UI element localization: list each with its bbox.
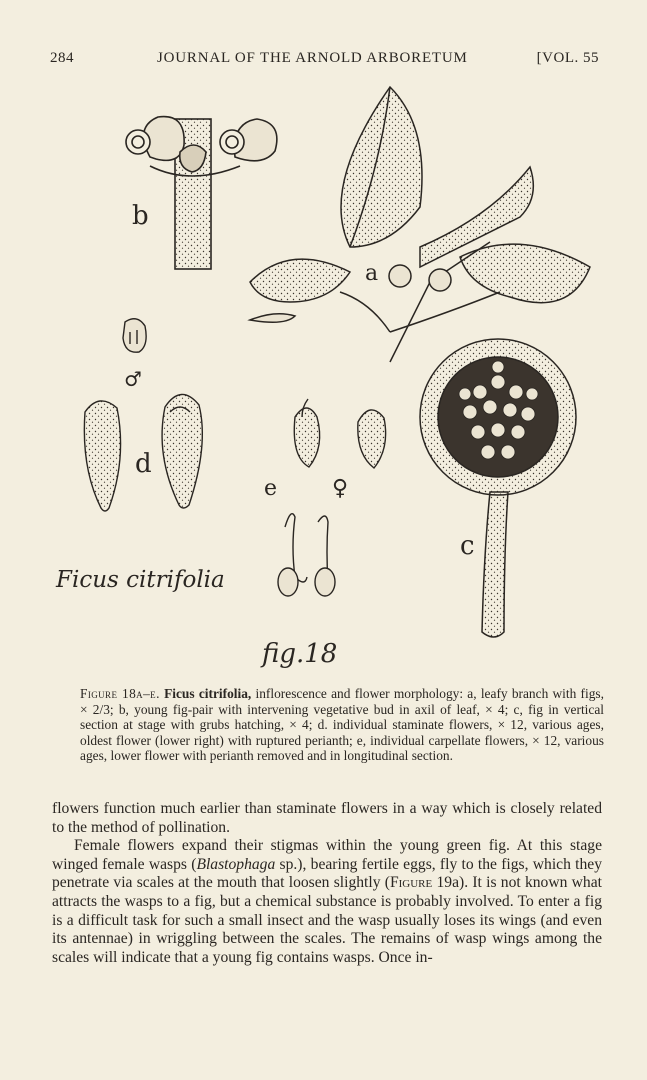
label-c: c (460, 531, 475, 561)
label-d: d (135, 449, 152, 479)
figure-reference: Figure (389, 874, 433, 892)
journal-title: JOURNAL OF THE ARNOLD ARBORETUM (157, 50, 468, 66)
drawing-a-leafy-branch (250, 87, 590, 362)
male-symbol: ♂ (124, 367, 142, 391)
body-paragraph-2-part-a: Female flowers expand their stigmas within the young green fig. At this stage winged female wasps ( (52, 837, 602, 873)
figure-caption (80, 686, 604, 764)
caption-text: inflorescence and flower morphology: a, leafy branch with figs, × 2/3; b, young fig-pair with intervening vegetative bud in axil of leaf, × 4; c, fig in vertical section at stage with grubs hatching, × 4; d. individual staminate flowers, × 12, various ages, oldest flower (lower right) with ruptured perianth; e, individual carpellate flowers, × 12, various ages, lower flower with perianth removed and in longitudinal section. (80, 686, 604, 764)
drawing-b-fig-pair (126, 117, 277, 269)
plate-illustration (40, 82, 610, 682)
body-text (52, 800, 602, 967)
species-name-handwritten: Ficus citrifolia (56, 567, 225, 593)
figure-mark: fig.18 (262, 639, 338, 669)
body-paragraph-2-part-b: sp.), bearing fertile eggs, fly to the figs, which they penetrate via scales at the mouth that loosen slightly ( (52, 855, 602, 892)
page-number: 284 (50, 50, 74, 66)
caption-lead: Figure 18a–e. (80, 686, 160, 701)
body-paragraph-1: flowers function much earlier than staminate flowers in a way which is closely related to the method of pollination. (52, 800, 602, 836)
body-paragraph-2 (52, 837, 602, 967)
drawing-d-staminate-flowers (84, 319, 202, 511)
caption-species: Ficus citrifolia, (164, 686, 252, 701)
drawing-c-fig-section (420, 339, 576, 637)
body-paragraph-2-part-c: 19a). It is not known what attracts the wasps to a fig, but a chemical substance is probably involved. To enter a fig is a difficult task for such a small insect and the wasp usually loses its wings (and even its antennae) in wriggling between the scales. The remains of wasp wings among the scales will indicate that a young fig contains wasps. Once in- (52, 874, 602, 966)
botanical-plate (40, 82, 610, 682)
running-header (50, 50, 599, 70)
volume-label: [VOL. 55 (536, 50, 599, 66)
label-a: a (365, 261, 379, 286)
label-e: e (264, 476, 278, 501)
female-symbol: ♀ (332, 476, 349, 501)
genus-blastophaga: Blastophaga (196, 855, 276, 873)
label-b: b (132, 201, 149, 231)
